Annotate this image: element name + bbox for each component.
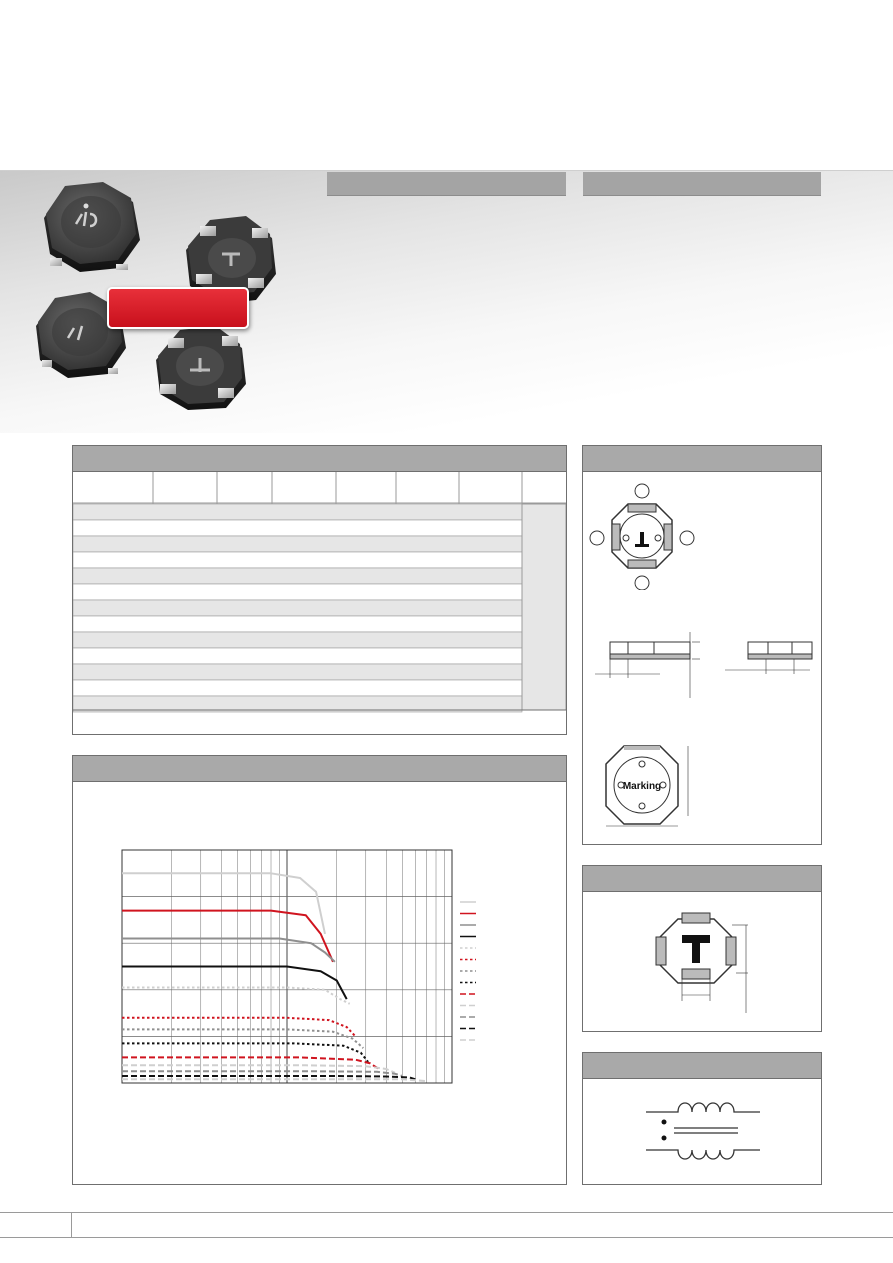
- new-badge: [107, 287, 249, 329]
- series-line-s13: [122, 1079, 426, 1081]
- series-line-s6: [122, 1018, 356, 1037]
- inductor-marking-drawing: [600, 742, 700, 830]
- table-row: [73, 616, 522, 632]
- series-line-s4: [122, 967, 347, 1000]
- table-row: [73, 664, 522, 680]
- svg-text:Marking: Marking: [622, 781, 662, 792]
- coil-schematic-symbol: [640, 1100, 770, 1160]
- inductor-1: [44, 182, 140, 272]
- section-title-bar: [583, 172, 821, 196]
- table-row: [73, 648, 522, 664]
- series-line-s1: [122, 873, 325, 934]
- footer-bottom-rule: [0, 1237, 893, 1238]
- table-rows: [73, 504, 522, 712]
- specifications-header: [73, 446, 566, 472]
- schematic-header: [583, 1053, 821, 1079]
- dimensions-header: [583, 446, 821, 472]
- table-row: [73, 568, 522, 584]
- inductor-4: [156, 326, 246, 410]
- series-line-s2: [122, 911, 333, 962]
- inductor-side-view-drawing: [590, 628, 820, 703]
- series-line-s3: [122, 939, 335, 962]
- table-row: [73, 552, 522, 568]
- footer-top-rule: [0, 1212, 893, 1213]
- specifications-panel: [72, 445, 567, 735]
- table-row: [73, 680, 522, 696]
- characteristics-header: [73, 756, 566, 782]
- table-row: [73, 536, 522, 552]
- table-row: [73, 504, 522, 520]
- land-pattern-drawing: [650, 905, 760, 1015]
- footer-separator: [71, 1212, 72, 1237]
- current-characteristics-chart: [100, 840, 500, 1100]
- specifications-table: [73, 472, 566, 734]
- table-row: [73, 584, 522, 600]
- table-row: [73, 520, 522, 536]
- land-pattern-header: [583, 866, 821, 892]
- table-row: [73, 600, 522, 616]
- series-title-bar: [327, 172, 566, 196]
- table-row: [73, 632, 522, 648]
- inductor-top-view-drawing: [588, 480, 708, 590]
